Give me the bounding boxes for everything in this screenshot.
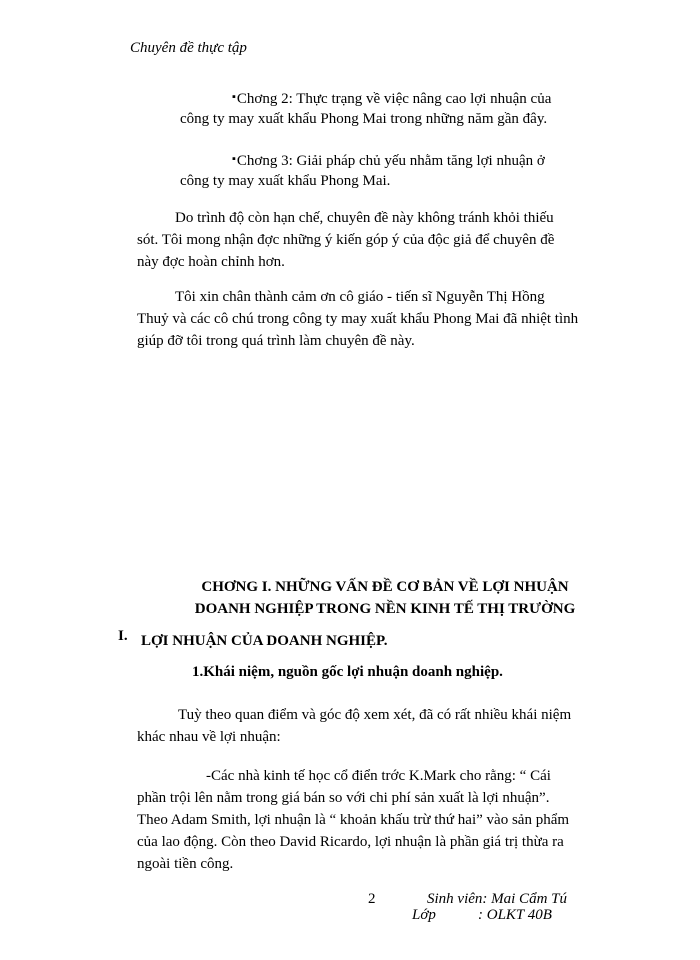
- quote-line4: của lao động. Còn theo David Ricardo, lợi nhuận là phần giá trị thừa ra: [137, 834, 564, 850]
- para1-line3: này đợc hoàn chỉnh hơn.: [137, 254, 285, 270]
- chapter-title-line2: DOANH NGHIỆP TRONG NỀN KINH TẾ THỊ TRƯỜNG: [194, 601, 576, 617]
- bullet-ch3-text: Chơng 3: Giải pháp chủ yếu nhằm tăng lợi nhuận ở: [236, 153, 545, 169]
- bullet-icon: ▪: [232, 153, 236, 165]
- para2-line2: Thuỷ và các cô chú trong công ty may xuất khẩu Phong Mai đã nhiệt tình: [137, 311, 579, 327]
- chapter-title-line1: CHƠNG I. NHỮNG VẤN ĐỀ CƠ BẢN VỀ LỢI NHUẬN: [201, 579, 569, 595]
- section-title: LỢI NHUẬN CỦA DOANH NGHIỆP.: [141, 633, 388, 649]
- footer-student: Sinh viên: Mai Cẩm Tú: [427, 891, 567, 907]
- page-number: 2: [368, 891, 376, 907]
- quote-line1: -Các nhà kinh tế học cổ điển trớc K.Mark cho rằng: “ Cái: [206, 768, 551, 784]
- bullet-icon: ▪: [232, 91, 236, 103]
- para2-line1: Tôi xin chân thành cảm ơn cô giáo - tiến sĩ Nguyễn Thị Hồng: [175, 289, 545, 305]
- footer-class-value: : OLKT 40B: [478, 907, 552, 923]
- bullet-ch2-text: Chơng 2: Thực trạng về việc nâng cao lợi nhuận của: [236, 91, 552, 107]
- quote-line5: ngoài tiền công.: [137, 856, 234, 872]
- intro-line2: khác nhau về lợi nhuận:: [137, 729, 281, 745]
- bullet-item-ch2-line1: [232, 86, 622, 110]
- para2-line3: giúp đỡ tôi trong quá trình làm chuyên đề này.: [137, 333, 415, 349]
- page-header-title: Chuyên đề thực tập: [130, 40, 247, 56]
- bullet-item-ch3-line1: [232, 148, 622, 172]
- section-number: I.: [118, 628, 128, 644]
- subsection-title: 1.Khái niệm, nguồn gốc lợi nhuận doanh nghiệp.: [192, 664, 503, 680]
- bullet-item-ch3-line2: công ty may xuất khẩu Phong Mai.: [180, 173, 391, 189]
- intro-line1: Tuỳ theo quan điểm và góc độ xem xét, đã có rất nhiều khái niệm: [178, 707, 572, 723]
- bullet-item-ch2-line2: công ty may xuất khẩu Phong Mai trong những năm gần đây.: [180, 111, 548, 127]
- quote-line3: Theo Adam Smith, lợi nhuận là “ khoản khấu trừ thứ hai” vào sản phẩm: [137, 812, 570, 828]
- footer-class-label: Lớp: [412, 907, 436, 923]
- quote-line2: phần trội lên nằm trong giá bán so với chi phí sản xuất là lợi nhuận”.: [137, 790, 550, 806]
- para1-line1: Do trình độ còn hạn chế, chuyên đề này không tránh khỏi thiếu: [175, 210, 554, 226]
- para1-line2: sót. Tôi mong nhận đợc những ý kiến góp ý của độc giả để chuyên đề: [137, 232, 555, 248]
